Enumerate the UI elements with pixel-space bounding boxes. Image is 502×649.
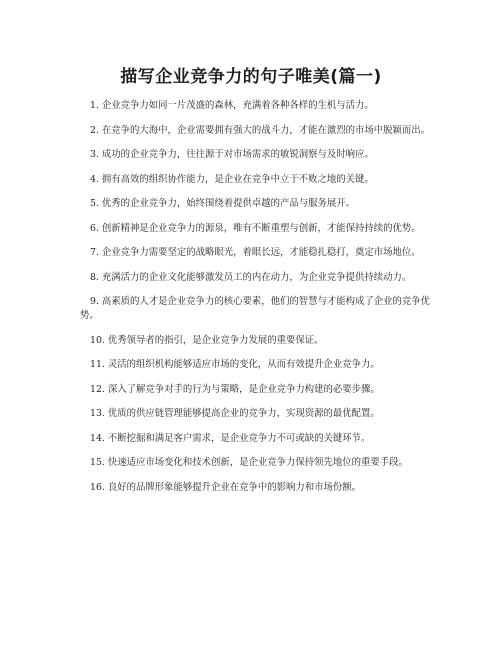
list-item: 16. 良好的品牌形象能够提升企业在竞争中的影响力和市场份额。: [90, 481, 362, 493]
list-item: 3. 成功的企业竞争力，往往源于对市场需求的敏锐洞察与及时响应。: [90, 149, 374, 160]
list-item: 8. 充满活力的企业文化能够激发员工的内在动力，为企业竞争提供持续动力。: [90, 271, 412, 283]
list-item: 11. 灵活的组织机构能够适应市场的变化，从而有效提升企业竞争力。: [90, 359, 380, 370]
list-item: 7. 企业竞争力需要坚定的战略眼光，着眼长远，才能稳扎稳打，奠定市场地位。: [90, 247, 421, 258]
list-item: 6. 创新精神是企业竞争力的源泉，唯有不断重塑与创新，才能保持持续的优势。: [90, 222, 421, 234]
list-item: 1. 企业竞争力如同一片茂盛的森林，充满着各种各样的生机与活力。: [90, 100, 374, 111]
list-item: 14. 不断挖掘和满足客户需求，是企业竞争力不可或缺的关键环节。: [90, 432, 371, 444]
sentence-list: [80, 99, 438, 505]
list-item: 15. 快速适应市场变化和技术创新，是企业竞争力保持领先地位的重要手段。: [90, 457, 408, 468]
list-item: 10. 优秀领导者的指引，是企业竞争力发展的重要保证。: [90, 334, 324, 346]
list-item: 12. 深入了解竞争对手的行为与策略，是企业竞争力构建的必要步骤。: [90, 383, 380, 395]
list-item: 2. 在竞争的大海中，企业需要拥有强大的战斗力，才能在激烈的市场中脱颖而出。: [90, 124, 431, 136]
list-item: 9. 高素质的人才是企业竞争力的核心要素，他们的智慧与才能构成了企业的竞争优势。: [80, 296, 431, 321]
list-item: 4. 拥有高效的组织协作能力，是企业在竞争中立于不败之地的关键。: [90, 173, 374, 185]
list-item: 13. 优质的供应链管理能够提高企业的竞争力，实现资源的最优配置。: [90, 408, 380, 419]
document-title: 描写企业竞争力的句子唯美(篇一): [120, 67, 382, 87]
list-item: 5. 优秀的企业竞争力，始终围绕着提供卓越的产品与服务展开。: [90, 198, 356, 209]
